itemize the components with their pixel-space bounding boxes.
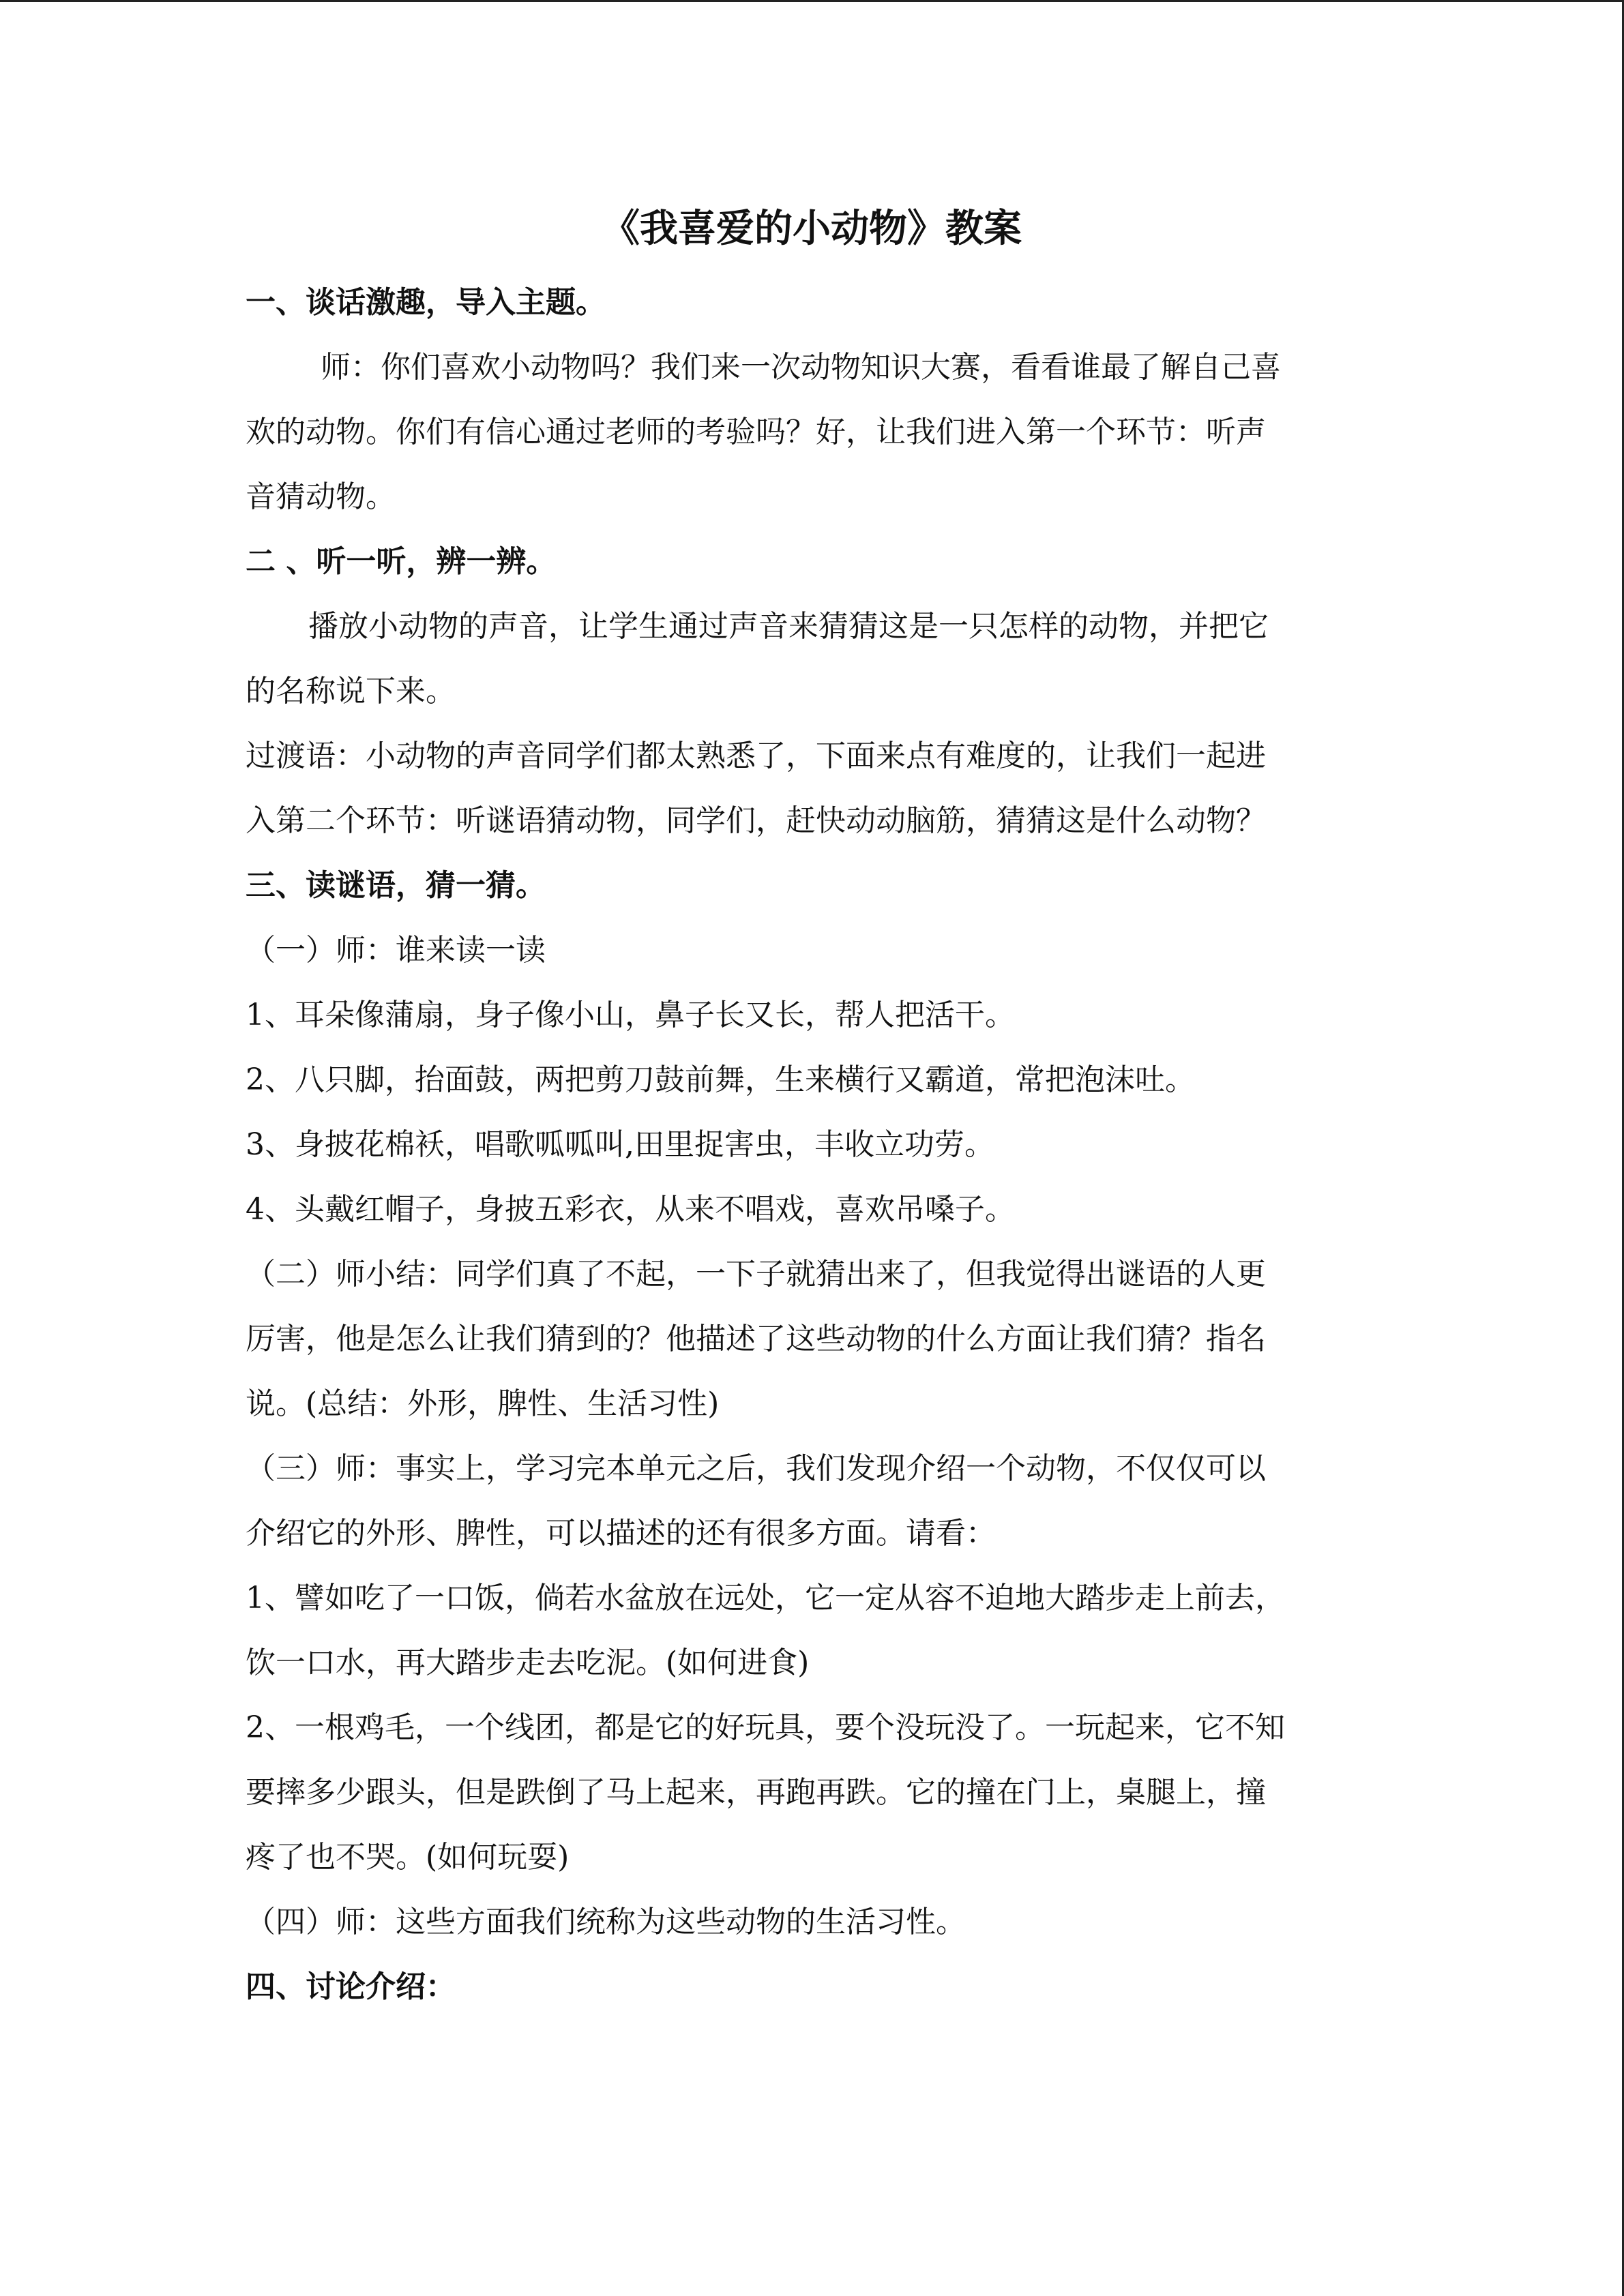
section-heading: 二 、听一听，辨一辨。 — [246, 544, 557, 579]
paragraph-line: （三）师：事实上，学习完本单元之后，我们发现介绍一个动物，不仅仅可以 — [246, 1451, 1266, 1486]
paragraph-line: 2、一根鸡毛，一个线团，都是它的好玩具，要个没玩没了。一玩起来，它不知 — [246, 1710, 1285, 1745]
paragraph-line: 入第二个环节：听谜语猜动物，同学们，赶快动动脑筋，猜猜这是什么动物？ — [246, 803, 1266, 838]
document-page — [246, 198, 1378, 2019]
document-body — [246, 270, 1378, 2019]
paragraph-line: 介绍它的外形、脾性，可以描述的还有很多方面。请看： — [246, 1516, 996, 1551]
paragraph-line: 的名称说下来。 — [246, 674, 456, 709]
paragraph-line: 音猜动物。 — [246, 479, 396, 514]
section-heading: 一、谈话激趣，导入主题。 — [246, 285, 606, 320]
paragraph-line: 师：你们喜欢小动物吗？我们来一次动物知识大赛，看看谁最了解自己喜 — [321, 350, 1281, 385]
document-title: 《我喜爱的小动物》教案 — [602, 206, 1022, 251]
paragraph-line: （一）师：谁来读一读 — [246, 933, 546, 968]
section-heading: 四、讨论介绍： — [246, 1969, 456, 2004]
paragraph-line: 4、头戴红帽子，身披五彩衣，从来不唱戏，喜欢吊嗓子。 — [246, 1192, 1015, 1227]
paragraph-line: 播放小动物的声音，让学生通过声音来猜猜这是一只怎样的动物，并把它 — [308, 609, 1269, 644]
paragraph-line: 过渡语：小动物的声音同学们都太熟悉了，下面来点有难度的，让我们一起进 — [246, 739, 1266, 773]
paragraph-line: 饮一口水，再大踏步走去吃泥。(如何进食) — [246, 1645, 810, 1680]
page-border-top — [0, 0, 1624, 2]
paragraph-line: 2、八只脚，抬面鼓，两把剪刀鼓前舞，生来横行又霸道，常把泡沫吐。 — [246, 1062, 1195, 1097]
paragraph-line: 3、身披花棉袄，唱歌呱呱叫,田里捉害虫，丰收立功劳。 — [246, 1127, 994, 1162]
paragraph-line: 要摔多少跟头，但是跌倒了马上起来，再跑再跌。它的撞在门上，桌腿上，撞 — [246, 1775, 1266, 1810]
paragraph-line: 欢的动物。你们有信心通过老师的考验吗？好，让我们进入第一个环节：听声 — [246, 415, 1266, 449]
paragraph-line: （二）师小结：同学们真了不起，一下子就猜出来了，但我觉得出谜语的人更 — [246, 1257, 1266, 1292]
paragraph-line: 1、耳朵像蒲扇，身子像小山，鼻子长又长，帮人把活干。 — [246, 998, 1015, 1032]
paragraph-line: 疼了也不哭。(如何玩耍) — [246, 1840, 570, 1875]
paragraph-line: （四）师：这些方面我们统称为这些动物的生活习性。 — [246, 1905, 966, 1939]
section-heading: 三、读谜语，猜一猜。 — [246, 868, 546, 903]
paragraph-line: 1、譬如吃了一口饭，倘若水盆放在远处，它一定从容不迫地大踏步走上前去， — [246, 1581, 1285, 1615]
paragraph-line: 厉害，他是怎么让我们猜到的？他描述了这些动物的什么方面让我们猜？指名 — [246, 1322, 1266, 1356]
paragraph-line: 说。(总结：外形，脾性、生活习性) — [246, 1386, 720, 1421]
